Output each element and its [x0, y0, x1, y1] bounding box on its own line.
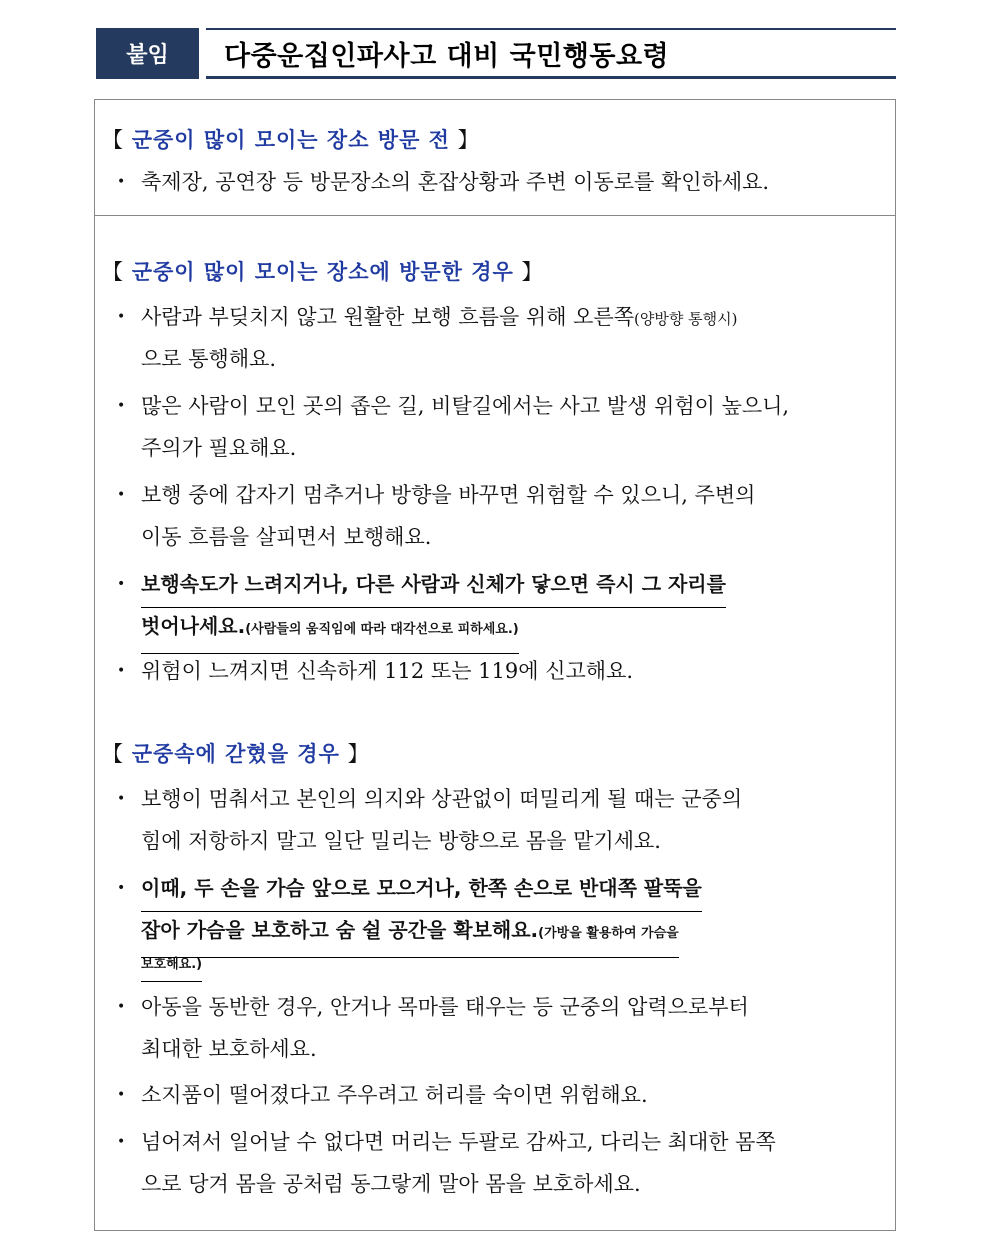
bullet-icon: • [117, 663, 126, 679]
bullet-icon: • [117, 1087, 126, 1103]
content-box: 【 군중이 많이 모이는 장소 방문 전 】 • 축제장, 공연장 등 방문장소의 혼잡상황과 주변 이동로를 확인하세요. 【 군중이 많이 모이는 장소에 방문한 경우 】 • 사람과 부딪치지 않고 원활한 보행 흐름을 위해 오른쪽(양방향 통행시) 으로 통행해요. • 많은 사람이 모인 곳의 좁은 길, 비탈길에서는 사고 발생 위험이 높으니, 주의가 필요해요. • 보행 중에 갑자기 멈추거나 방향을 바꾸면 위험할 수 있으니, 주변의 이동 흐름을 살피면서 보행해요. • 보행속도가 느려지거나, 다른 사람과 신체가 닿으면 즉시 그 자리를 벗어나세요.(사람들의 움직임에 따라 대각선으로 피하세요.) • 위험이 느껴지면 신속하게 112 또는 119에 신고해요. 【 군중속에 갇혔을 경우 】 • 보행이 멈춰서고 본인의 의지와 상관없이 떠밀리게 될 때는 군중의 힘에 저항하지 말고 일단 밀리는 방향으로 몸을 맡기세요. • 이때, 두 손을 가슴 앞으로 모으거나, 한쪽 손으로 반대쪽 팔뚝을 잡아 가슴을 보호하고 숨 쉴 공간을 확보해요.(가방을 활용하여 가슴을 보호해요.) • 아동을 동반한 경우, 안거나 목마를 태우는 등 군중의 압력으로부터 최대한 보호하세요. • 소지품이 떨어졌다고 주우려고 허리를 숙이면 위험해요. • 넘어져서 일어날 수 없다면 머리는 두팔로 감싸고, 다리는 최대한 몸쪽 으로 당겨 몸을 공처럼 동그랗게 말아 몸을 보호하세요. [94, 99, 896, 1231]
header-rule-top [206, 28, 896, 30]
bullet-icon: • [117, 487, 126, 503]
document-header [96, 28, 896, 80]
section-heading-text: 군중이 많이 모이는 장소 방문 전 [131, 127, 450, 152]
bullet-icon: • [117, 880, 126, 896]
bullet-icon: • [117, 398, 126, 414]
bullet-icon: • [117, 1134, 126, 1150]
bullet-icon: • [117, 999, 126, 1015]
bullet-icon: • [117, 791, 126, 807]
section-divider [95, 215, 895, 216]
section-heading: 【 군중속에 갇혔을 경우 】 [102, 741, 370, 766]
document-title: 다중운집인파사고 대비 국민행동요령 [224, 41, 670, 72]
header-rule-bottom [206, 76, 896, 79]
section-heading: 【 군중이 많이 모이는 장소 방문 전 】 [102, 127, 480, 152]
section-heading-text: 군중속에 갇혔을 경우 [131, 741, 340, 766]
bullet-icon: • [117, 576, 126, 592]
section-heading: 【 군중이 많이 모이는 장소에 방문한 경우 】 [102, 259, 544, 284]
section-heading-text: 군중이 많이 모이는 장소에 방문한 경우 [131, 259, 514, 284]
bullet-icon: • [117, 174, 126, 190]
attachment-tag: 붙임 [96, 28, 199, 79]
bullet-icon: • [117, 309, 126, 325]
